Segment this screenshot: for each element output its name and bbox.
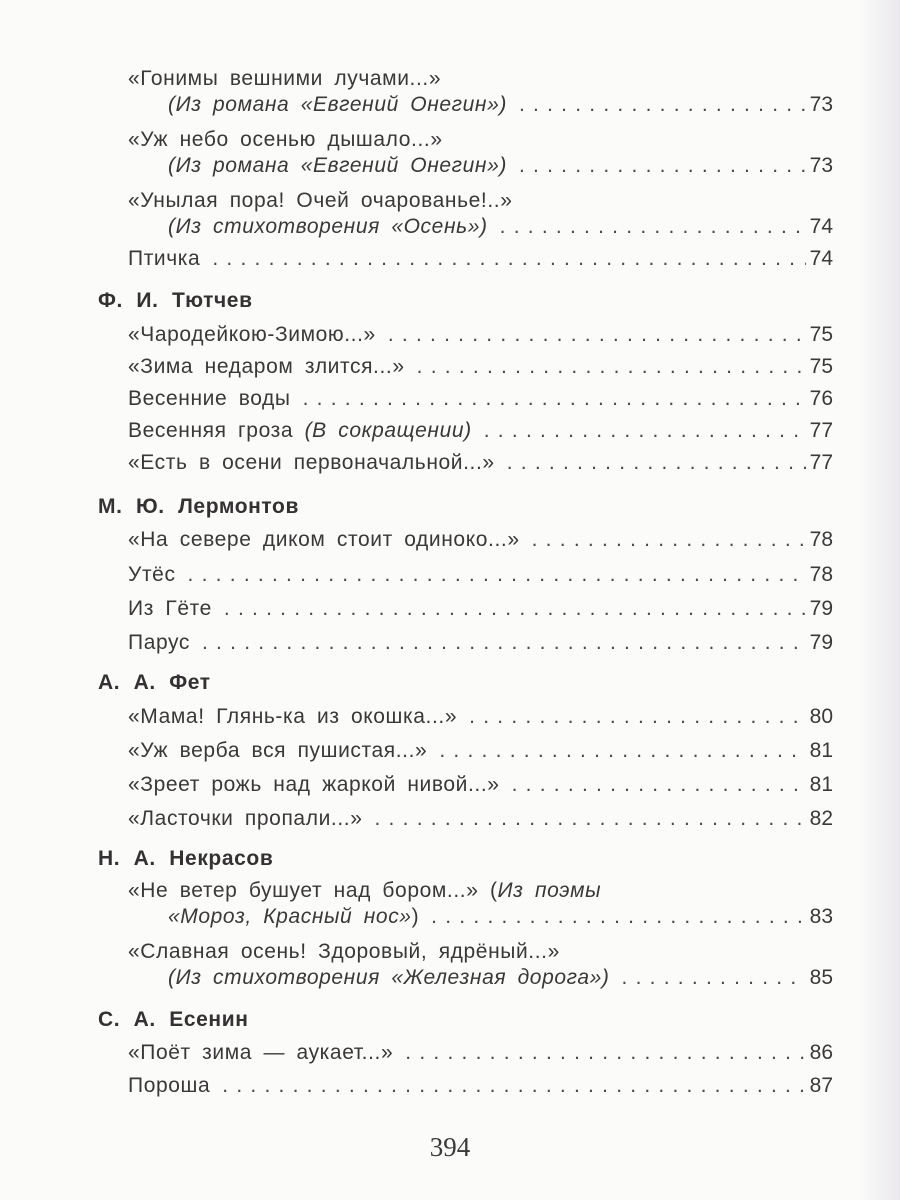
toc-entry [128, 418, 833, 444]
toc-entry [128, 386, 833, 412]
toc-entry-title: Весенние воды [128, 387, 291, 410]
toc-entry-note: Из поэмы [497, 879, 602, 902]
toc-entry-subtitle: (Из стихотворения «Осень») [168, 215, 488, 238]
leader-dots [469, 704, 806, 730]
toc-entry-note: (В сокращении) [304, 419, 472, 442]
leader-dots [500, 214, 806, 240]
toc-entry [128, 562, 833, 588]
leader-dots [507, 450, 806, 476]
toc-entry-title: Из Гёте [128, 597, 212, 620]
toc-entry-title: «Уж небо осенью дышало...» [128, 128, 443, 151]
toc-page-number: 79 [809, 631, 833, 654]
toc-page-number: 74 [809, 215, 833, 238]
toc-page-number: 73 [809, 93, 833, 116]
leader-dots [388, 322, 806, 348]
leader-dots [224, 596, 806, 622]
toc-page-number: 79 [809, 597, 833, 620]
toc-entry-title: Весенняя гроза [128, 419, 294, 442]
toc-entry-title-line: «Не ветер бушует над бором...» (Из поэмы [128, 879, 602, 902]
page-edge-shadow [860, 0, 900, 1200]
toc-entry-title: Пороша [128, 1074, 211, 1097]
toc-entry [128, 630, 833, 656]
toc-entry-title: Парус [128, 631, 190, 654]
toc-entry-title: «Не ветер бушует над бором...» [128, 879, 479, 902]
toc-entry [128, 1040, 833, 1066]
author-heading: А. А. Фет [98, 671, 211, 694]
leader-dots [519, 153, 806, 179]
toc-entry [128, 772, 833, 798]
toc-entry [128, 596, 833, 622]
toc-page-number: 81 [809, 739, 833, 762]
toc-entry: «Мороз, Красный нос») . . . 83 [168, 904, 833, 930]
leader-dots [532, 527, 806, 553]
toc-entry-title: Утёс [128, 563, 176, 586]
toc-entry-title: «Гонимы вешними лучами...» [128, 67, 442, 90]
toc-page-number: 78 [809, 528, 833, 551]
author-heading: Ф. И. Тютчев [98, 289, 253, 312]
toc-entry-title: «Славная осень! Здоровый, ядрёный...» [128, 940, 560, 963]
leader-dots [484, 418, 806, 444]
toc-entry-subtitle: «Мороз, Красный нос» [168, 905, 412, 928]
toc-entry-title: «На севере диком стоит одиноко...» [128, 528, 520, 551]
leader-dots [439, 738, 805, 764]
toc-entry-title: «Мама! Глянь-ка из окошка...» [128, 705, 458, 728]
leader-dots [188, 562, 806, 588]
author-heading: Н. А. Некрасов [98, 847, 274, 870]
toc-entry-subtitle: (Из стихотворения «Железная дорога») [168, 966, 610, 989]
toc-entry [128, 246, 833, 272]
toc-page-number: 78 [809, 563, 833, 586]
toc-page-number: 77 [809, 419, 833, 442]
toc-page-number: 74 [809, 247, 833, 270]
toc-entry [168, 965, 833, 991]
toc-entry [168, 214, 833, 240]
toc-entry-title: «Зима недаром злится...» [128, 355, 405, 378]
toc-entry-title: «Поёт зима — аукает...» [128, 1041, 394, 1064]
page-number: 394 [429, 1132, 471, 1162]
toc-entry-title: Птичка [128, 247, 201, 270]
leader-dots [374, 806, 805, 832]
toc-page-number: 83 [809, 905, 833, 928]
toc-entry [128, 704, 833, 730]
toc-entry-title: «Чародейкою-Зимою...» [128, 323, 376, 346]
toc-page-number: 81 [809, 773, 833, 796]
leader-dots [512, 772, 806, 798]
author-heading: С. А. Есенин [98, 1008, 249, 1031]
leader-dots [222, 1073, 805, 1099]
toc-page-number: 86 [809, 1041, 833, 1064]
leader-dots [212, 246, 805, 272]
toc-entry-title: «Ласточки пропали...» [128, 807, 363, 830]
toc-entry [128, 322, 833, 348]
toc-page-number: 85 [809, 966, 833, 989]
toc-entry-title: «Унылая пора! Очей очарованье!..» [128, 189, 513, 212]
leader-dots [417, 354, 806, 380]
toc-page-number: 80 [809, 705, 833, 728]
toc-entry [128, 450, 833, 476]
toc-entry [168, 92, 833, 118]
toc-entry [128, 1073, 833, 1099]
toc-entry-subtitle: (Из романа «Евгений Онегин») [168, 93, 507, 116]
toc-entry [128, 354, 833, 380]
toc-entry [128, 806, 833, 832]
toc-entry-subtitle: (Из романа «Евгений Онегин») [168, 154, 507, 177]
toc-entry-title: «Зреет рожь над жаркой нивой...» [128, 773, 500, 796]
toc-page-number: 73 [809, 154, 833, 177]
leader-dots [405, 1040, 805, 1066]
toc-entry [168, 153, 833, 179]
toc-page-number: 87 [809, 1074, 833, 1097]
toc-entry-title: «Уж верба вся пушистая...» [128, 739, 428, 762]
leader-dots [622, 965, 806, 991]
leader-dots [431, 904, 805, 930]
toc-entry [128, 738, 833, 764]
toc-entry [128, 527, 833, 553]
toc-page-number: 76 [809, 387, 833, 410]
leader-dots [519, 92, 806, 118]
toc-page-number: 75 [809, 323, 833, 346]
leader-dots [202, 630, 806, 656]
toc-page-number: 82 [809, 807, 833, 830]
toc-entry-title: «Есть в осени первоначальной...» [128, 451, 495, 474]
toc-page-number: 77 [809, 451, 833, 474]
author-heading: М. Ю. Лермонтов [98, 495, 299, 518]
toc-page-number: 75 [809, 355, 833, 378]
leader-dots [303, 386, 806, 412]
